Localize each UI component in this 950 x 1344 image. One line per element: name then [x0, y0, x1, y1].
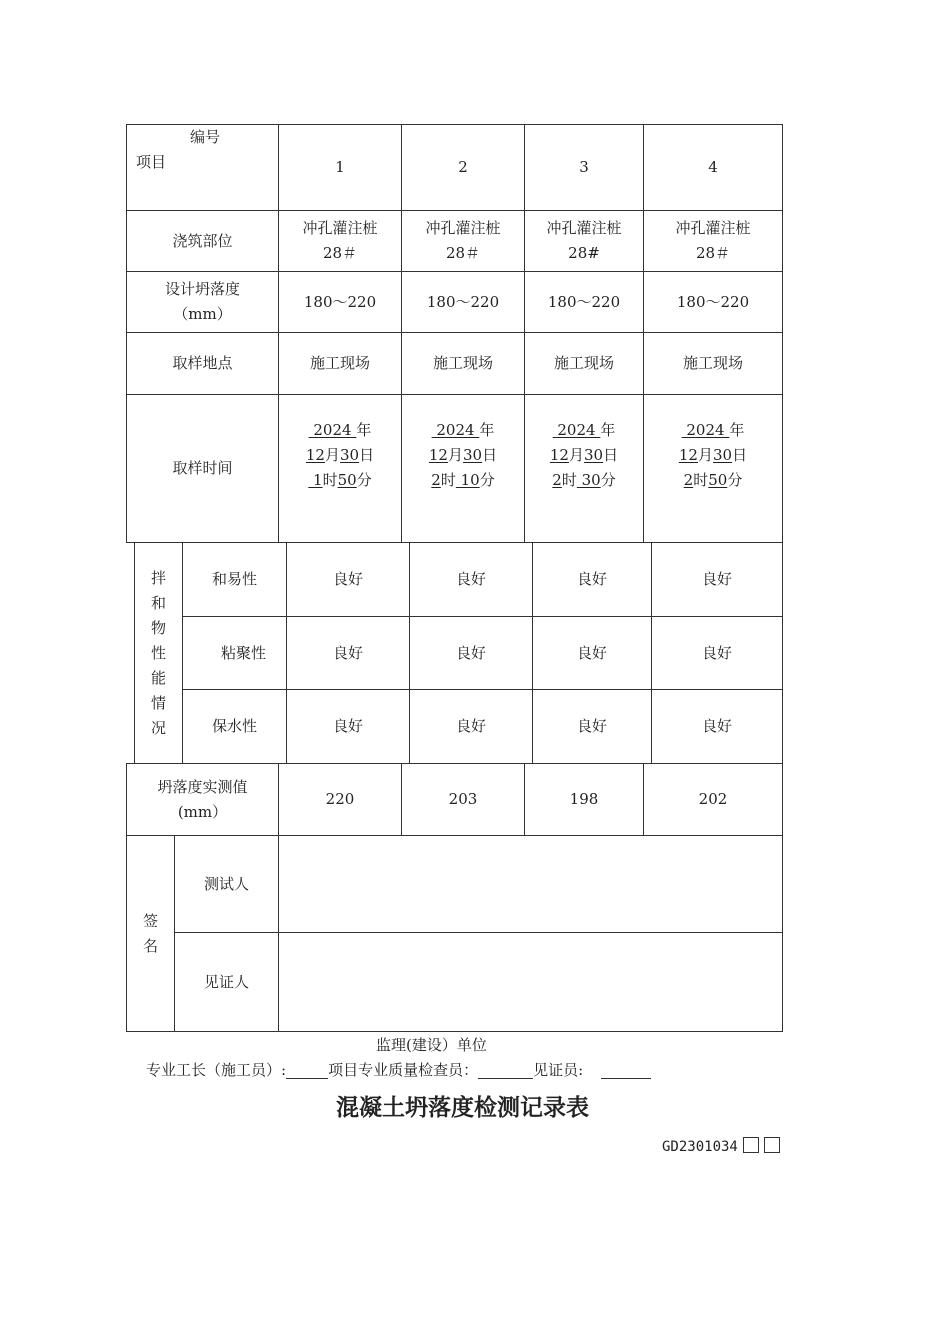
signoff-line	[146, 1060, 651, 1080]
witness-footer-blank[interactable]	[601, 1063, 651, 1079]
measured-slump-value: 220	[325, 790, 355, 808]
day-unit: 日	[603, 446, 619, 464]
workability-value: 良好	[701, 570, 732, 588]
column-header-4: 4	[708, 158, 718, 176]
minute-unit: 分	[600, 471, 616, 489]
day-unit: 日	[359, 446, 375, 464]
design-slump-label: 设计坍落度 （mm）	[164, 280, 240, 323]
pour-location-value: 冲孔灌注桩 28＃	[675, 219, 751, 262]
minute-unit: 分	[727, 471, 743, 489]
hour-value: 2	[552, 471, 562, 489]
day-unit: 日	[732, 446, 748, 464]
witness-footer-label: 见证员:	[533, 1061, 584, 1079]
tester-label: 测试人	[203, 874, 249, 893]
day-value: 30	[463, 446, 483, 464]
measured-slump-value: 202	[698, 790, 728, 808]
foreman-label: 专业工长（施工员）:	[146, 1061, 287, 1079]
sample-place-label: 取样地点	[172, 354, 233, 372]
sample-time-value	[402, 418, 524, 493]
design-slump-value: 180～220	[676, 292, 750, 311]
header-item-label: 项目	[136, 153, 167, 171]
workability-value: 良好	[455, 570, 486, 588]
foreman-blank[interactable]	[286, 1063, 328, 1079]
pour-location-label: 浇筑部位	[172, 231, 233, 250]
form-code-line	[662, 1137, 780, 1157]
mix-performance-group-label: 拌 和 物 性 能 情 况	[150, 568, 166, 737]
sample-place-value: 施工现场	[309, 354, 370, 372]
minute-value: 10	[455, 471, 480, 489]
measured-slump-label: 坍落度实测值 (mm）	[157, 777, 248, 821]
year-unit: 年	[356, 421, 372, 439]
form-title: 混凝土坍落度检测记录表	[336, 1094, 589, 1121]
water-retention-value: 良好	[576, 717, 607, 735]
column-header-3: 3	[579, 158, 589, 176]
year-value: 2024	[681, 421, 730, 439]
hour-unit: 时	[561, 471, 577, 489]
inspector-blank[interactable]	[478, 1063, 533, 1079]
pour-location-value: 冲孔灌注桩 28＃	[425, 219, 501, 262]
minute-unit: 分	[479, 471, 495, 489]
year-unit: 年	[600, 421, 616, 439]
day-value: 30	[340, 446, 360, 464]
minute-value: 50	[708, 471, 728, 489]
day-value: 30	[713, 446, 733, 464]
design-slump-value: 180～220	[426, 292, 500, 311]
year-value: 2024	[552, 421, 601, 439]
cohesion-value: 良好	[701, 643, 732, 662]
month-value: 12	[305, 446, 325, 464]
workability-value: 良好	[332, 570, 363, 588]
month-unit: 月	[568, 446, 584, 464]
sample-time-value	[279, 418, 401, 493]
year-value: 2024	[308, 421, 357, 439]
hour-value: 2	[431, 471, 441, 489]
cohesion-value: 良好	[455, 643, 486, 662]
cohesion-label: 粘聚性	[220, 643, 266, 662]
minute-value: 30	[576, 471, 601, 489]
measured-slump-value: 203	[448, 790, 478, 808]
column-header-1: 1	[335, 158, 345, 176]
workability-value: 良好	[576, 570, 607, 588]
hour-unit: 时	[440, 471, 456, 489]
checkbox-icon[interactable]	[764, 1137, 780, 1153]
supervision-unit-label: 监理(建设）单位	[376, 1036, 487, 1054]
inspector-label: 项目专业质量检查员：	[328, 1061, 479, 1079]
minute-unit: 分	[356, 471, 372, 489]
tester-signature-field[interactable]	[279, 836, 782, 932]
water-retention-value: 良好	[332, 717, 363, 735]
year-unit: 年	[729, 421, 745, 439]
cohesion-value: 良好	[576, 643, 607, 662]
year-value: 2024	[431, 421, 480, 439]
month-unit: 月	[324, 446, 340, 464]
sample-time-value	[525, 418, 643, 493]
header-number-label: 编号	[190, 128, 221, 146]
sample-place-value: 施工现场	[432, 354, 493, 372]
sample-place-value: 施工现场	[682, 354, 743, 372]
month-value: 12	[428, 446, 448, 464]
month-value: 12	[678, 446, 698, 464]
sample-place-value: 施工现场	[553, 354, 614, 372]
column-header-2: 2	[458, 158, 468, 176]
day-value: 30	[584, 446, 604, 464]
measured-slump-value: 198	[569, 790, 599, 808]
minute-value: 50	[337, 471, 357, 489]
signature-group-label: 签 名	[142, 911, 158, 955]
sample-time-label: 取样时间	[172, 459, 233, 477]
design-slump-value: 180～220	[547, 292, 621, 311]
hour-unit: 时	[693, 471, 709, 489]
design-slump-value: 180～220	[303, 292, 377, 311]
month-unit: 月	[697, 446, 713, 464]
workability-label: 和易性	[211, 570, 257, 588]
cohesion-value: 良好	[332, 643, 363, 662]
month-value: 12	[549, 446, 569, 464]
water-retention-label: 保水性	[211, 717, 257, 735]
hour-value: 1	[308, 471, 323, 489]
pour-location-value: 冲孔灌注桩 28#	[546, 219, 622, 262]
witness-signature-field[interactable]	[279, 933, 782, 1031]
day-unit: 日	[482, 446, 498, 464]
hour-value: 2	[683, 471, 694, 489]
water-retention-value: 良好	[701, 717, 732, 735]
year-unit: 年	[479, 421, 495, 439]
water-retention-value: 良好	[455, 717, 486, 735]
sample-time-value	[644, 418, 782, 493]
pour-location-value: 冲孔灌注桩 28＃	[302, 219, 378, 262]
form-code: GD2301034	[662, 1139, 738, 1155]
checkbox-icon[interactable]	[743, 1137, 759, 1153]
witness-label: 见证人	[203, 972, 249, 991]
hour-unit: 时	[322, 471, 338, 489]
month-unit: 月	[447, 446, 463, 464]
